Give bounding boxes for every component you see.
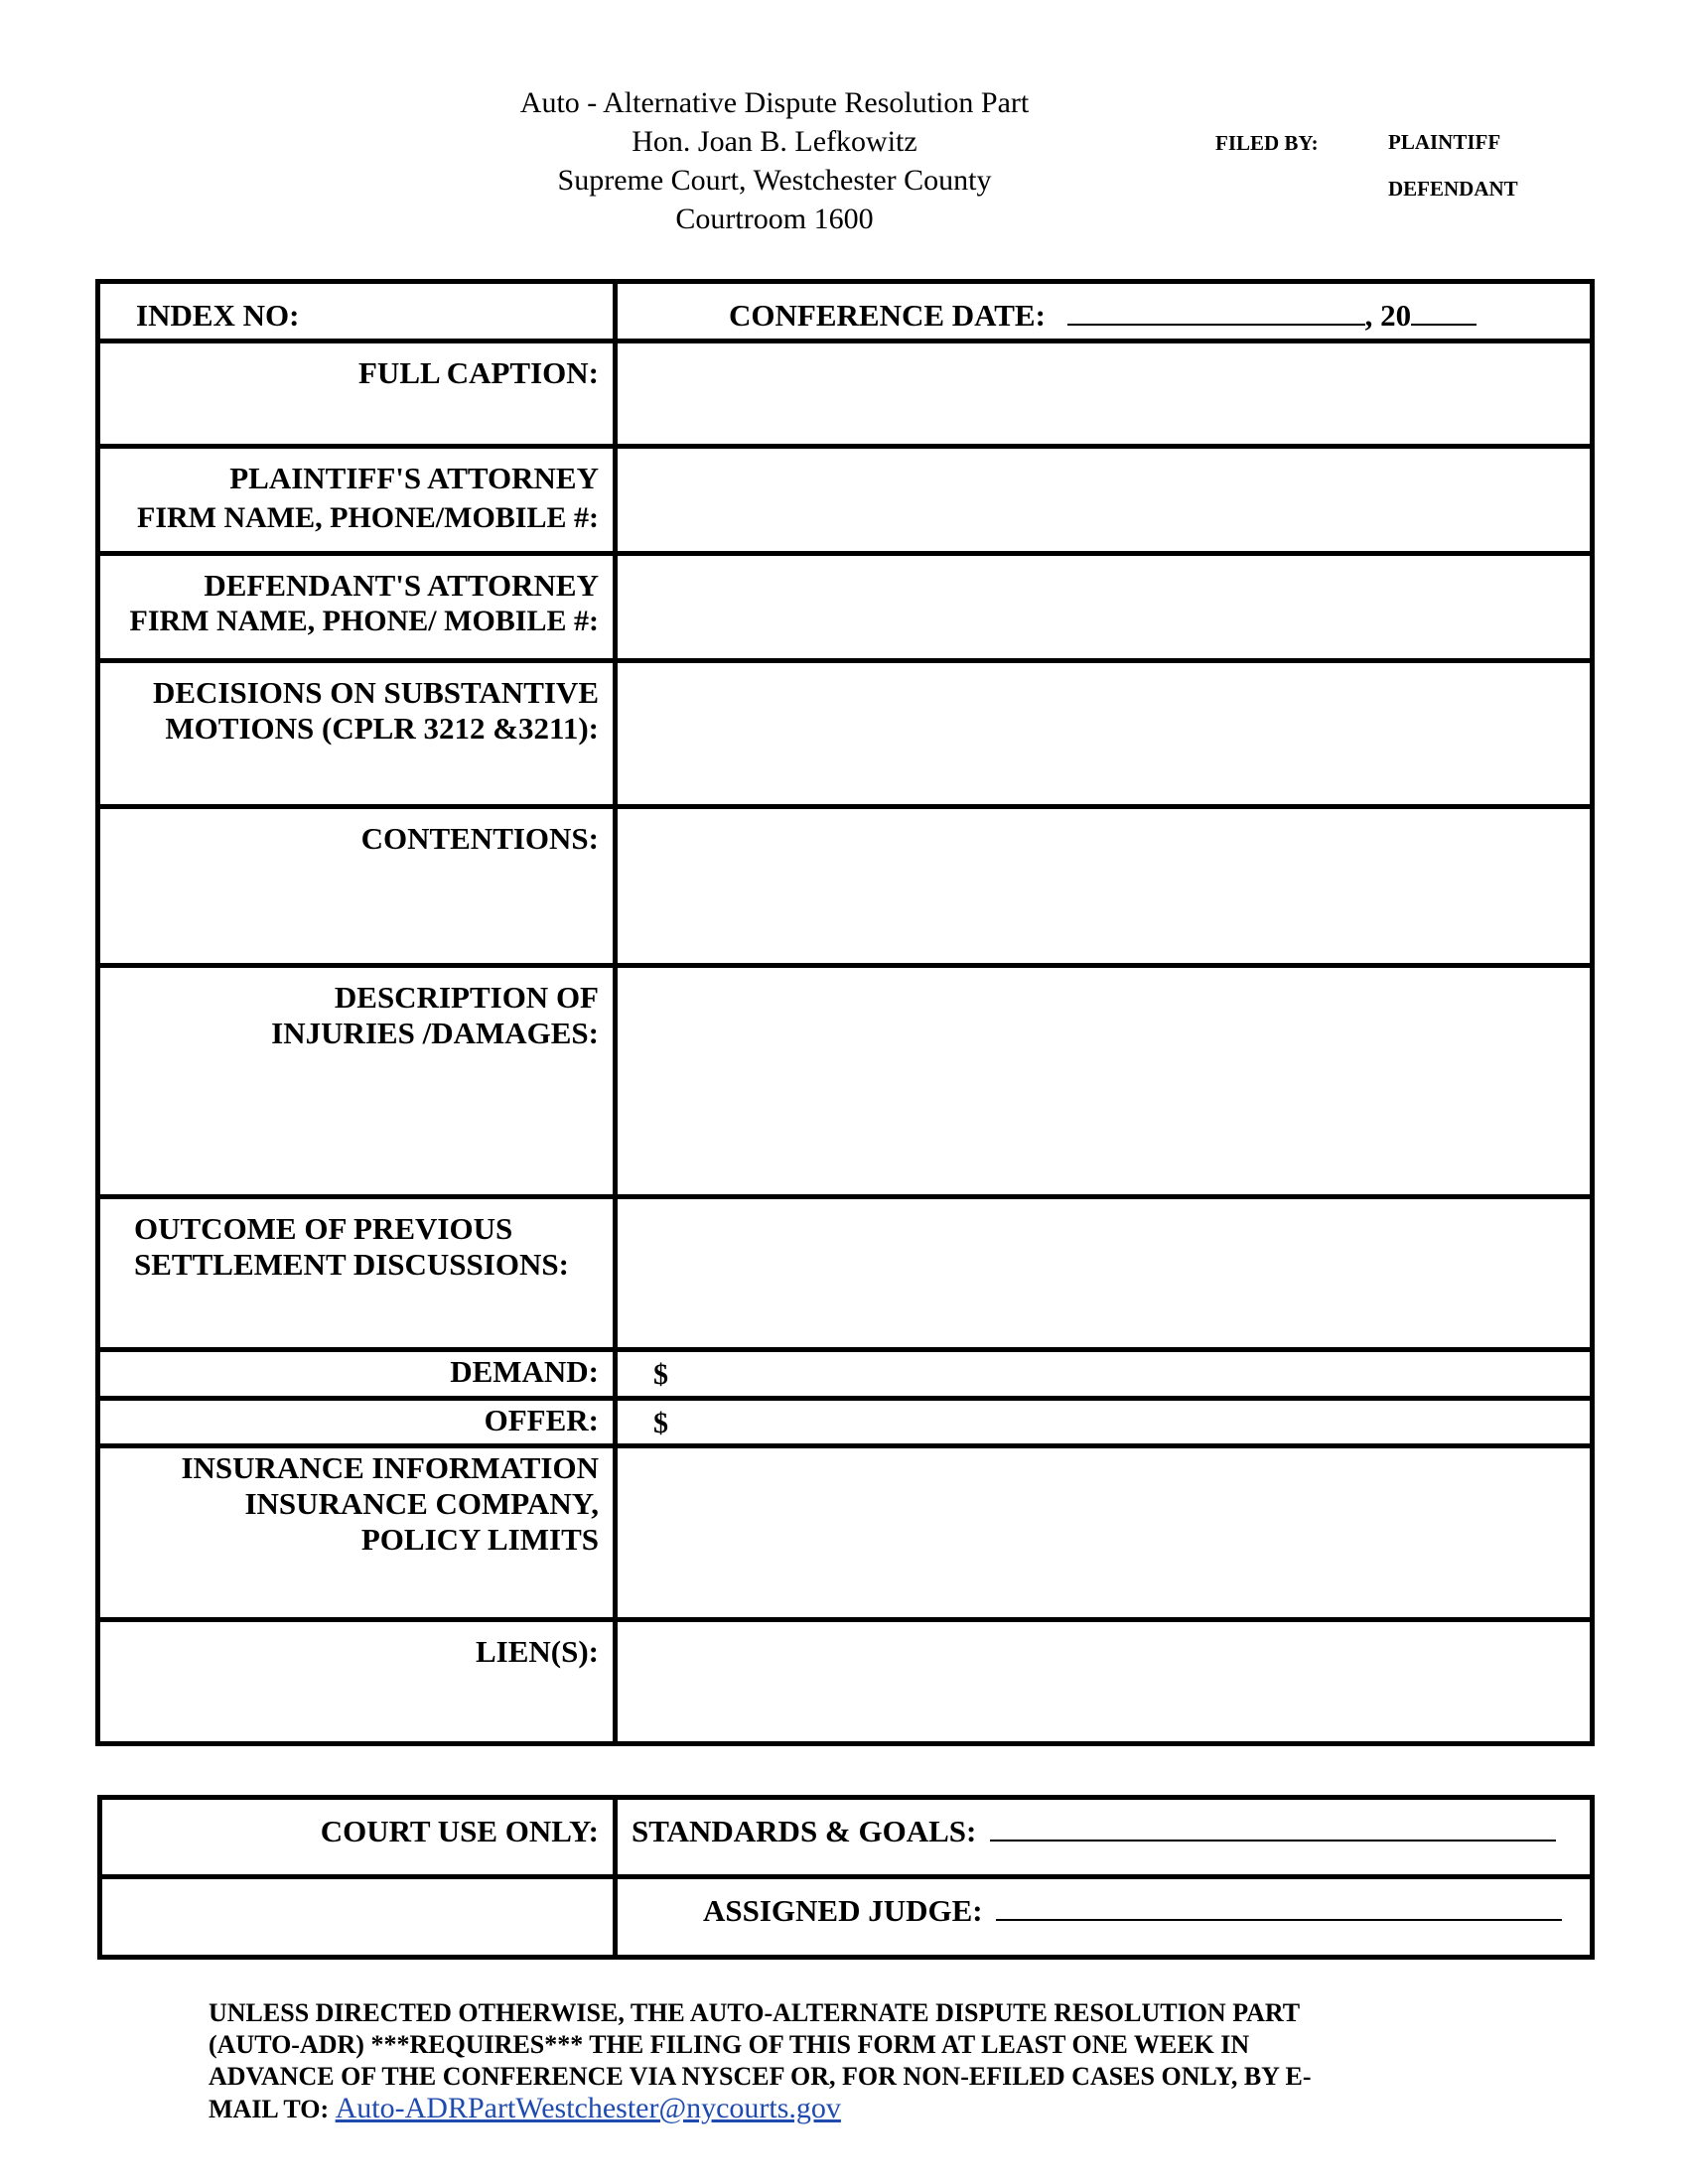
description-label-line1: DESCRIPTION OF [334, 980, 599, 1015]
court-row-judge [100, 1877, 1593, 1958]
full-caption-field[interactable] [616, 341, 1593, 447]
court-name: Supreme Court, Westchester County [557, 164, 992, 197]
conference-date-field[interactable] [1067, 300, 1365, 326]
court-use-table [97, 1795, 1595, 1960]
plaintiff-attorney-field[interactable] [616, 447, 1593, 554]
offer-field[interactable] [616, 1399, 1593, 1446]
court-row-standards [100, 1798, 1593, 1877]
plaintiff-attorney-label: PLAINTIFF'S ATTORNEY [229, 461, 599, 495]
liens-field[interactable] [616, 1620, 1593, 1744]
demand-currency: $ [653, 1358, 668, 1391]
standards-goals-field[interactable] [990, 1816, 1556, 1842]
contentions-label: CONTENTIONS: [98, 807, 616, 966]
year-prefix: , 20 [1364, 298, 1412, 333]
form-row-insurance [98, 1446, 1593, 1620]
liens-label: LIEN(S): [98, 1620, 616, 1744]
instructions-line4 [209, 2093, 1499, 2125]
form-row-contentions [98, 807, 1593, 966]
standards-goals-cell [616, 1798, 1593, 1877]
index-no-label: INDEX NO: [98, 282, 616, 341]
offer-currency: $ [653, 1407, 668, 1439]
conference-form-table [95, 279, 1595, 1746]
description-field[interactable] [616, 966, 1593, 1197]
demand-field[interactable] [616, 1350, 1593, 1399]
filing-instructions [209, 1997, 1499, 2125]
email-link[interactable]: Auto-ADRPartWestchester@nycourts.gov [335, 2092, 841, 2124]
court-use-label: COURT USE ONLY: [100, 1798, 616, 1877]
insurance-field[interactable] [616, 1446, 1593, 1620]
standards-goals-label: STANDARDS & GOALS: [632, 1814, 977, 1848]
part-name: Auto - Alternative Dispute Resolution Part [519, 86, 1030, 119]
form-row-defendant-attorney [98, 554, 1593, 661]
form-row-caption [98, 341, 1593, 447]
form-row-liens [98, 1620, 1593, 1744]
conference-year-field[interactable] [1411, 300, 1477, 326]
courtroom: Courtroom 1600 [675, 203, 874, 235]
demand-label: DEMAND: [98, 1350, 616, 1399]
plaintiff-attorney-label-cell [98, 447, 616, 554]
insurance-label-line1: INSURANCE INFORMATION [181, 1450, 599, 1485]
full-caption-label: FULL CAPTION: [98, 341, 616, 447]
filed-by-label: FILED BY: [1215, 131, 1319, 155]
contentions-field[interactable] [616, 807, 1593, 966]
decisions-label-line1: DECISIONS ON SUBSTANTIVE [152, 675, 599, 710]
court-header [427, 83, 1122, 238]
description-label-line2: INJURIES /DAMAGES: [271, 1016, 599, 1050]
outcome-label-cell [98, 1197, 616, 1350]
decisions-label-cell [98, 661, 616, 807]
form-row-offer [98, 1399, 1593, 1446]
assigned-judge-label: ASSIGNED JUDGE: [703, 1893, 983, 1928]
insurance-label-line2: INSURANCE COMPANY, [244, 1486, 599, 1521]
defendant-attorney-label: DEFENDANT'S ATTORNEY [204, 568, 599, 603]
instructions-line1: UNLESS DIRECTED OTHERWISE, THE AUTO-ALTERNATE DISPUTE RESOLUTION PART [209, 1998, 1301, 2027]
defendant-attorney-label-cell [98, 554, 616, 661]
form-row-description [98, 966, 1593, 1197]
defendant-firm-label: FIRM NAME, PHONE/ MOBILE #: [129, 605, 599, 637]
insurance-label-cell [98, 1446, 616, 1620]
decisions-field[interactable] [616, 661, 1593, 807]
filed-by-defendant-option[interactable]: DEFENDANT [1388, 177, 1518, 201]
outcome-label-line2: SETTLEMENT DISCUSSIONS: [134, 1247, 569, 1282]
insurance-label-line3: POLICY LIMITS [360, 1522, 599, 1557]
description-label-cell [98, 966, 616, 1197]
court-use-empty-cell [100, 1877, 616, 1958]
offer-label: OFFER: [98, 1399, 616, 1446]
instructions-line2: (AUTO-ADR) ***REQUIRES*** THE FILING OF THIS FORM AT LEAST ONE WEEK IN [209, 2030, 1250, 2059]
outcome-field[interactable] [616, 1197, 1593, 1350]
defendant-attorney-field[interactable] [616, 554, 1593, 661]
assigned-judge-field[interactable] [996, 1895, 1562, 1921]
conference-date-cell [616, 282, 1593, 341]
mail-to-label: MAIL TO: [209, 2095, 330, 2123]
form-row-demand [98, 1350, 1593, 1399]
form-row-plaintiff-attorney [98, 447, 1593, 554]
form-row-outcome [98, 1197, 1593, 1350]
conference-date-label: CONFERENCE DATE: [729, 298, 1046, 333]
plaintiff-firm-label: FIRM NAME, PHONE/MOBILE #: [137, 501, 599, 534]
form-row-decisions [98, 661, 1593, 807]
decisions-label-line2: MOTIONS (CPLR 3212 &3211): [165, 711, 599, 746]
instructions-line3: ADVANCE OF THE CONFERENCE VIA NYSCEF OR, FOR NON-EFILED CASES ONLY, BY E- [209, 2062, 1312, 2091]
judge-name: Hon. Joan B. Lefkowitz [632, 125, 917, 158]
form-row-index [98, 282, 1593, 341]
assigned-judge-cell [616, 1877, 1593, 1958]
outcome-label-line1: OUTCOME OF PREVIOUS [134, 1211, 513, 1246]
filed-by-plaintiff-option[interactable]: PLAINTIFF [1388, 130, 1501, 154]
